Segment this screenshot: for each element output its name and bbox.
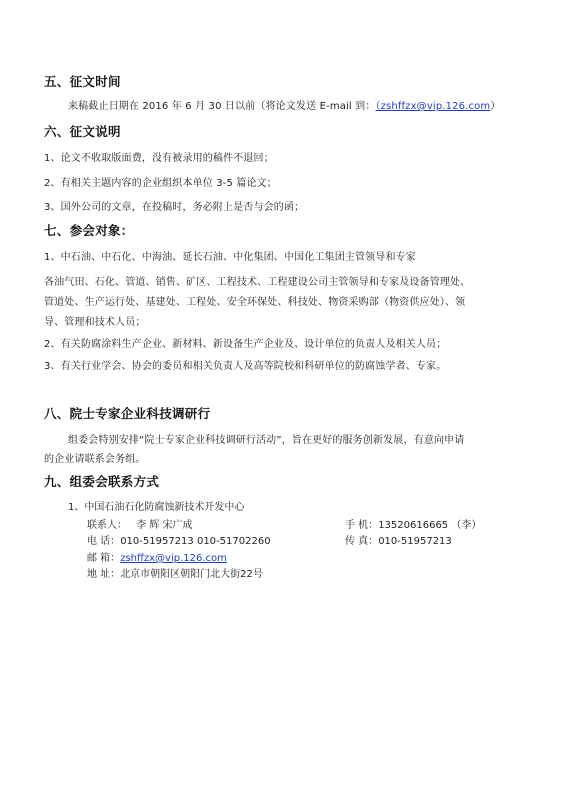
paragraph-line: 各油气田、石化、管道、销售、矿区、工程技术、工程建设公司主管领导和专家及设备管理处、 — [44, 277, 471, 288]
phone-row — [87, 532, 271, 547]
fax-row — [345, 532, 452, 547]
deadline-line — [68, 97, 500, 112]
fax-value: 010-51957213 — [378, 536, 452, 547]
email-row — [87, 549, 227, 564]
email-label: 邮 箱： — [87, 553, 121, 564]
contact-email-link[interactable]: zshffzx@vip.126.com — [120, 553, 227, 564]
phone-value: 010-51957213 010-51702260 — [120, 536, 271, 547]
list-item: 3、国外公司的文章，在投稿时，务必附上是否与会的函； — [44, 202, 305, 213]
contact-names: 李 辉 宋广成 — [136, 520, 193, 531]
section-8-heading: 八、院士专家企业科技调研行 — [44, 406, 211, 421]
mobile-label: 手 机： — [345, 520, 379, 531]
list-item: 3、有关行业学会、协会的委员和相关负责人及高等院校和科研单位的防腐蚀学者、专家。 — [44, 361, 447, 372]
paragraph-line: 的企业请联系会务组。 — [44, 454, 146, 465]
address-label: 地 址： — [87, 569, 121, 580]
phone-label: 电 话： — [87, 536, 121, 547]
deadline-text: 来稿截止日期在 2016 年 6 月 30 日以前（将论文发送 E-mail 到： — [68, 101, 376, 112]
list-item: 2、有相关主题内容的企业组织本单位 3-5 篇论文； — [44, 178, 277, 189]
list-item: 1、中石油、中石化、中海油、延长石油、中化集团、中国化工集团主管领导和专家 — [44, 252, 416, 263]
section-7-heading: 七、参会对象： — [44, 223, 134, 238]
contact-label: 联系人： — [87, 520, 127, 531]
mobile-value: 13520616665 （李） — [378, 520, 482, 531]
fax-label: 传 真： — [345, 536, 379, 547]
section-9-heading: 九、组委会联系方式 — [44, 474, 160, 489]
deadline-close: ） — [490, 101, 501, 112]
list-item: 2、有关防腐涂料生产企业、新材料、新设备生产企业及、设计单位的负责人及相关人员； — [44, 339, 447, 350]
address-value: 北京市朝阳区朝阳门北大街22号 — [120, 569, 263, 580]
list-item: 1、论文不收取版面费，没有被录用的稿件不退回； — [44, 153, 274, 164]
submission-email-link[interactable]: （zshffzx@vip.126.com — [375, 101, 491, 112]
org-name: 1、中国石油石化防腐蚀新技术开发中心 — [68, 502, 245, 513]
section-6-heading: 六、征文说明 — [44, 124, 121, 139]
section-5-heading: 五、征文时间 — [44, 74, 121, 89]
mobile-row — [345, 516, 481, 531]
paragraph-line: 组委会特别安排“院士专家企业科技调研行活动”，旨在更好的服务创新发展，有意向申请 — [68, 435, 465, 446]
paragraph-line: 管道处、生产运行处、基建处、工程处、安全环保处、科技处、物资采购部（物资供应处）、领 — [44, 297, 466, 308]
address-row — [87, 565, 263, 580]
contact-person-row — [87, 516, 193, 531]
paragraph-line: 导、管理和技术人员； — [44, 317, 146, 328]
